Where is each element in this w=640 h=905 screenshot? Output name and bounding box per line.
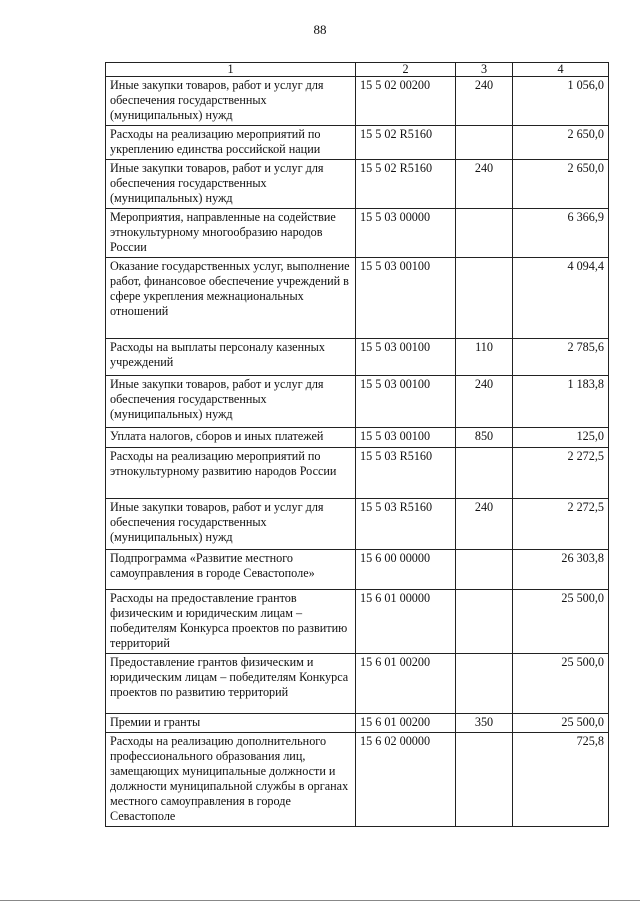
page-bottom-edge [0,900,640,901]
table-body [106,77,609,827]
row-kvr-cell: 350 [456,714,513,733]
table-row [106,77,609,126]
table-row [106,550,609,590]
row-name-cell: Расходы на выплаты персоналу казенных учреждений [106,339,356,376]
row-amount-cell: 2 272,5 [513,448,609,499]
row-code-cell: 15 5 03 R5160 [356,499,456,550]
table-row [106,448,609,499]
row-code-cell: 15 5 03 00100 [356,428,456,448]
row-name-cell: Премии и гранты [106,714,356,733]
row-kvr-cell [456,126,513,160]
row-name-cell: Расходы на реализацию дополнительного профессионального образования лиц, замещающих муниципальные должности и должности муниципальной службы в органах местного самоуправления в городе Севастополе [106,733,356,827]
row-code-cell: 15 5 03 00100 [356,339,456,376]
page-number: 88 [313,22,327,37]
row-name-cell: Расходы на реализацию мероприятий по укреплению единства российской нации [106,126,356,160]
row-amount-cell: 2 650,0 [513,160,609,209]
row-code-cell: 15 5 03 R5160 [356,448,456,499]
table-row [106,714,609,733]
table-row [106,428,609,448]
row-kvr-cell: 240 [456,499,513,550]
row-kvr-cell [456,590,513,654]
row-code-cell: 15 5 02 00200 [356,77,456,126]
row-code-cell: 15 5 03 00100 [356,376,456,428]
row-amount-cell: 25 500,0 [513,714,609,733]
row-amount-cell: 2 785,6 [513,339,609,376]
row-kvr-cell [456,258,513,339]
row-kvr-cell: 240 [456,160,513,209]
row-name-cell: Иные закупки товаров, работ и услуг для обеспечения государственных (муниципальных) нужд [106,160,356,209]
row-amount-cell: 6 366,9 [513,209,609,258]
row-kvr-cell [456,733,513,827]
row-name-cell: Иные закупки товаров, работ и услуг для обеспечения государственных (муниципальных) нужд [106,499,356,550]
row-kvr-cell [456,550,513,590]
table-row [106,160,609,209]
row-amount-cell: 26 303,8 [513,550,609,590]
row-code-cell: 15 6 01 00000 [356,590,456,654]
column-header-4: 4 [513,63,609,77]
table-row [106,339,609,376]
row-amount-cell: 2 272,5 [513,499,609,550]
row-kvr-cell: 240 [456,77,513,126]
table-header-row [106,63,609,77]
row-name-cell: Оказание государственных услуг, выполнение работ, финансовое обеспечение учреждений в сфере укрепления межнациональных отношений [106,258,356,339]
row-amount-cell: 25 500,0 [513,590,609,654]
row-name-cell: Иные закупки товаров, работ и услуг для обеспечения государственных (муниципальных) нужд [106,376,356,428]
table-row [106,654,609,714]
row-code-cell: 15 6 01 00200 [356,714,456,733]
row-code-cell: 15 5 03 00100 [356,258,456,339]
column-header-2: 2 [356,63,456,77]
row-amount-cell: 1 056,0 [513,77,609,126]
row-name-cell: Иные закупки товаров, работ и услуг для обеспечения государственных (муниципальных) нужд [106,77,356,126]
budget-table [105,62,609,827]
row-code-cell: 15 5 02 R5160 [356,126,456,160]
table-row [106,209,609,258]
row-code-cell: 15 5 03 00000 [356,209,456,258]
row-code-cell: 15 6 01 00200 [356,654,456,714]
row-amount-cell: 725,8 [513,733,609,827]
row-name-cell: Подпрограмма «Развитие местного самоуправления в городе Севастополе» [106,550,356,590]
row-kvr-cell: 110 [456,339,513,376]
row-kvr-cell: 240 [456,376,513,428]
row-code-cell: 15 6 02 00000 [356,733,456,827]
row-name-cell: Уплата налогов, сборов и иных платежей [106,428,356,448]
table-row [106,499,609,550]
table-row [106,733,609,827]
row-name-cell: Предоставление грантов физическим и юридическим лицам – победителям Конкурса проектов по развитию территорий [106,654,356,714]
row-amount-cell: 1 183,8 [513,376,609,428]
row-amount-cell: 25 500,0 [513,654,609,714]
row-name-cell: Расходы на реализацию мероприятий по этнокультурному развитию народов России [106,448,356,499]
column-header-1: 1 [106,63,356,77]
table-row [106,376,609,428]
row-kvr-cell [456,448,513,499]
row-amount-cell: 4 094,4 [513,258,609,339]
table-row [106,590,609,654]
table-row [106,126,609,160]
row-name-cell: Мероприятия, направленные на содействие этнокультурному многообразию народов России [106,209,356,258]
row-kvr-cell [456,654,513,714]
row-code-cell: 15 6 00 00000 [356,550,456,590]
table-row [106,258,609,339]
column-header-3: 3 [456,63,513,77]
row-name-cell: Расходы на предоставление грантов физическим и юридическим лицам – победителям Конкурса проектов по развитию территорий [106,590,356,654]
row-code-cell: 15 5 02 R5160 [356,160,456,209]
row-amount-cell: 2 650,0 [513,126,609,160]
row-kvr-cell [456,209,513,258]
row-kvr-cell: 850 [456,428,513,448]
row-amount-cell: 125,0 [513,428,609,448]
